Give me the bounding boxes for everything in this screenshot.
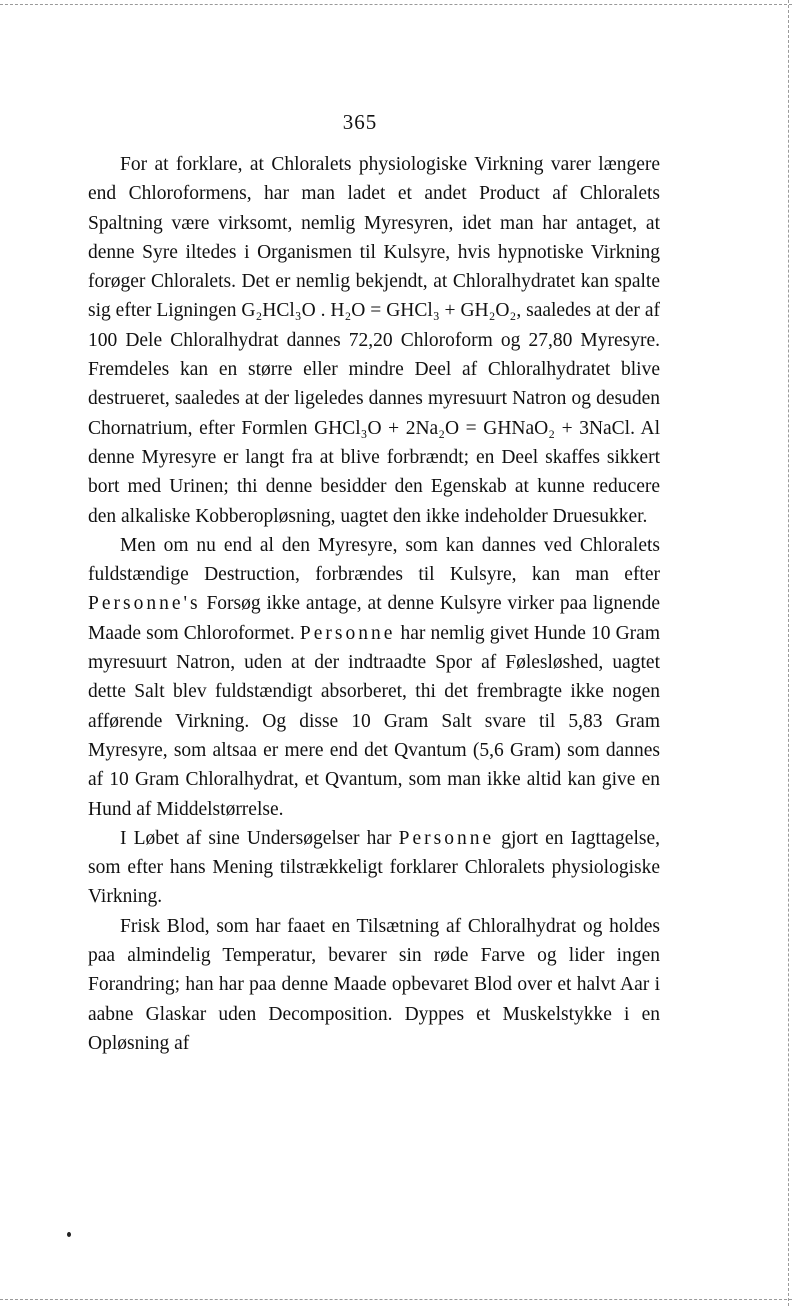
paragraph-observation [88,824,660,912]
page-number: 365 [342,110,378,134]
text-segment: gjort en Iagttagelse, som efter hans Mening tilstrækkeligt forklarer Chloralets physiologiske Virkning. [88,827,660,908]
text-segment: I Løbet af sine Undersøgelser har [120,827,399,849]
paragraph-personne-experiment [88,531,660,824]
scan-edge-bottom [0,1299,792,1300]
author-name: Personne's [88,593,201,615]
paragraph-fresh-blood [88,912,660,1058]
ink-speck [67,1232,71,1237]
scan-edge-top [0,4,792,5]
scan-edge-right [788,0,789,1306]
body-text [88,150,660,1058]
text-segment: Forsøg ikke antage, at denne Kulsyre virker paa lignende Maade som Chloroformet. [88,593,660,644]
text-segment: Men om nu end al den Myresyre, som kan dannes ved Chloralets fuldstændige Destruction, forbrændes til Kulsyre, kan man efter [88,534,660,586]
paragraph-chloral-formic-acid [88,150,660,531]
text-segment: For at forklare, at Chloralets physiologiske Virkning varer længere end Chloroformens, har man ladet et andet Product af Chloralets Spaltning være virksomt, nemlig Myresyren, idet man har antaget, at denne Syre iltedes i Organismen til Kulsyre, hvis hypnotiske Virkning forøger Chloralets. Det er nemlig bekjendt, at Chloralhydratet kan spalte sig efter Ligningen G₂HCl₃O . H₂O = GHCl₃ + GH₂O₂, saaledes at der af 100 Dele Chloralhydrat dannes 72,20 Chloroform og 27,80 Myresyre. Fremdeles kan en større eller mindre Deel af Chloralhydratet blive destrueret, saaledes at der ligeledes dannes myresuurt Natron og desuden Chornatrium, efter Formlen GHCl₃O + 2Na₂O = GHNaO₂ + 3NaCl. Al denne Myresyre er langt fra at blive forbrændt; en Deel skaffes sikkert bort med Urinen; thi denne besidder den Egenskab at kunne reducere den alkaliske Kobberopløsning, uagtet den ikke indeholder Druesukker. [88,154,660,527]
author-name: Personne [299,622,396,644]
text-segment: har nemlig givet Hunde 10 Gram myresuurt Natron, uden at der indtraadte Spor af Følesløshed, uagtet dette Salt blev fuldstændigt absorberet, thi det frembragte ikke nogen afførende Virkning. Og disse 10 Gram Salt svare til 5,83 Gram Myresyre, som altsaa er mere end det Qvantum (5,6 Gram) som dannes af 10 Gram Chloralhydrat, et Qvantum, som man ikke altid kan give en Hund af Middelstørrelse. [88,622,660,820]
text-segment: Frisk Blod, som har faaet en Tilsætning af Chloralhydrat og holdes paa almindelig Temperatur, bevarer sin røde Farve og lider ingen Forandring; han har paa denne Maade opbevaret Blod over et halvt Aar i aabne Glaskar uden Decomposition. Dyppes et Muskelstykke i en Opløsning af [88,915,660,1054]
author-name: Personne [398,827,495,849]
